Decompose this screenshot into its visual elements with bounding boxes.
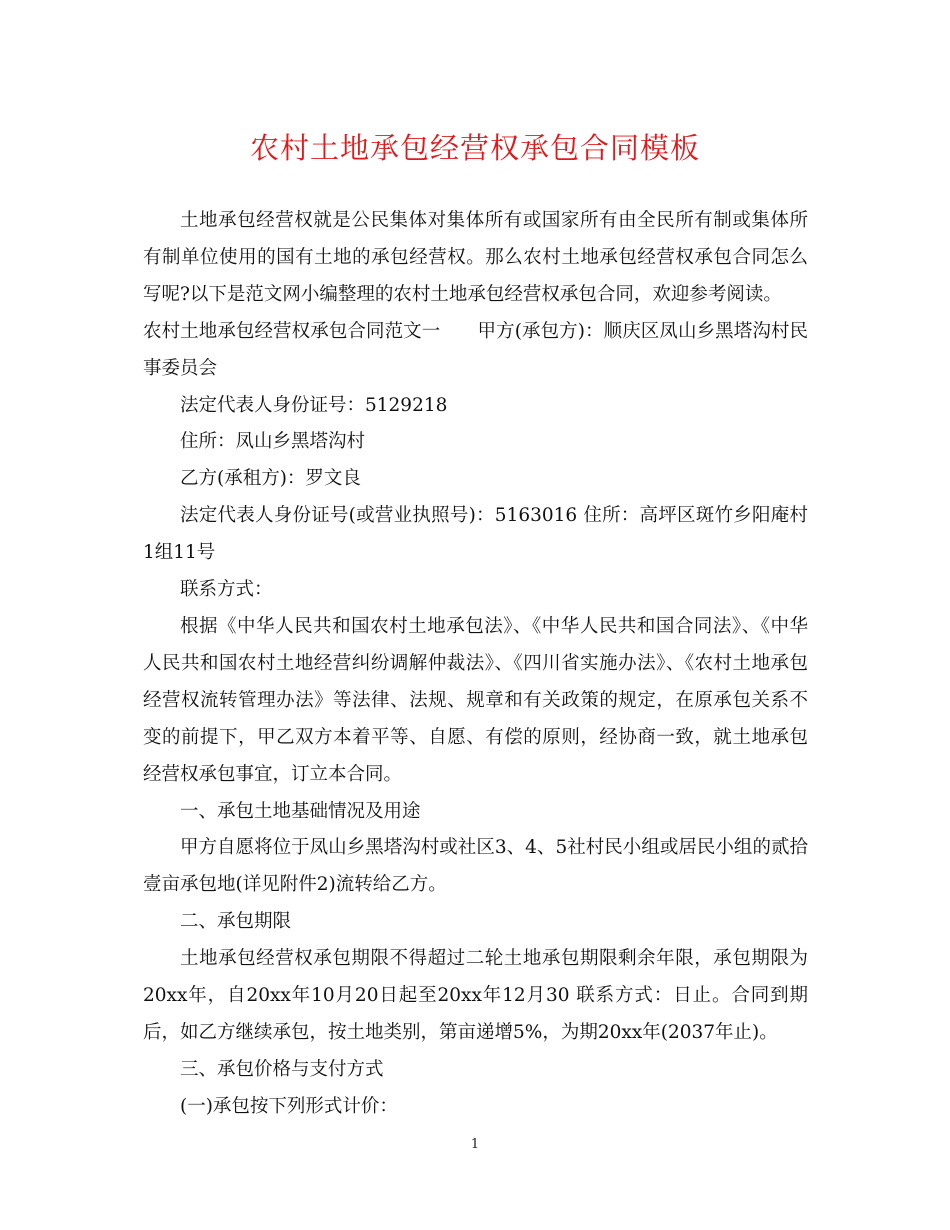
paragraph: 三、承包价格与支付方式 [180, 1058, 384, 1080]
paragraph: 土地承包经营权就是公民集体对集体所有或国家所有由全民所有制或集体所有制单位使用的国有土地的承包经营权。那么农村土地承包经营权承包合同怎么写呢?以下是范文网小编整理的农村土地承包经营权承包合同，欢迎参考阅读。 [143, 210, 808, 305]
paragraph: 甲方自愿将位于凤山乡黑塔沟村或社区3、4、5社村民小组或居民小组的贰拾壹亩承包地(详见附件2)流转给乙方。 [143, 837, 808, 896]
paragraph: 根据《中华人民共和国农村土地承包法》、《中华人民共和国合同法》、《中华人民共和国农村土地经营纠纷调解仲裁法》、《四川省实施办法》、《农村土地承包经营权流转管理办法》等法律、法规、规章和有关政策的规定，在原承包关系不变的前提下，甲乙双方本着平等、自愿、有偿的原则，经协商一致，就土地承包经营权承包事宜，订立本合同。 [143, 615, 808, 785]
paragraph: 法定代表人身份证号：5129218 [180, 394, 448, 416]
paragraph: 土地承包经营权承包期限不得超过二轮土地承包期限剩余年限，承包期限为20xx年，自20xx年10月20日起至20xx年12月30 联系方式：日止。合同到期后，如乙方继续承包，按土地类别，第亩递增5%，为期20xx年(2037年止)。 [143, 948, 808, 1043]
document-body [143, 203, 808, 1126]
paragraph: 农村土地承包经营权承包合同范文一 甲方(承包方)：顺庆区凤山乡黑塔沟村民事委员会 [143, 320, 808, 379]
page-number: 1 [470, 1137, 480, 1152]
paragraph: 住所：凤山乡黑塔沟村 [180, 431, 366, 453]
paragraph: 一、承包土地基础情况及用途 [180, 800, 421, 822]
document-title: 农村土地承包经营权承包合同模板 [249, 131, 700, 165]
paragraph: 法定代表人身份证号(或营业执照号)：5163016 住所：高坪区斑竹乡阳庵村1组11号 [143, 505, 808, 564]
paragraph: 二、承包期限 [180, 911, 292, 933]
paragraph: (一)承包按下列形式计价： [180, 1095, 398, 1117]
paragraph: 乙方(承租方)：罗文良 [180, 468, 361, 490]
paragraph: 联系方式： [180, 579, 273, 601]
